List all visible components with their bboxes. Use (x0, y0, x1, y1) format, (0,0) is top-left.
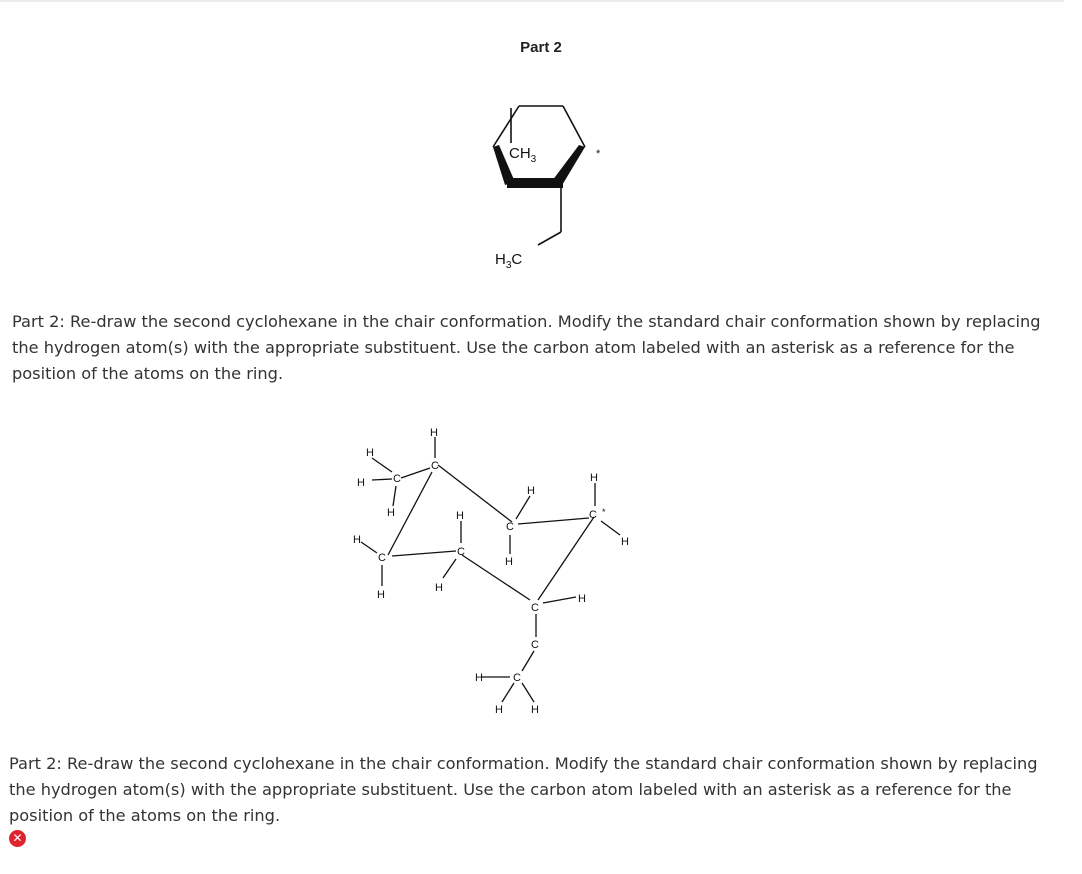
carbon-label: C (431, 460, 439, 472)
carbon-label: C (531, 602, 539, 614)
carbon-label: C (513, 672, 521, 684)
ch3-label: $CH_3$ (509, 145, 537, 165)
carbon-label: C (393, 473, 401, 485)
hydrogen-label: H (505, 556, 513, 568)
carbon-label: C (378, 552, 386, 564)
hydrogen-label: H (357, 477, 365, 489)
hydrogen-label: H (456, 510, 464, 522)
carbon-label: C (589, 509, 597, 521)
h3c-label: $H_3C$ (495, 251, 523, 271)
hydrogen-label: H (621, 536, 629, 548)
hydrogen-label: H (353, 534, 361, 546)
part-title: Part 2 (520, 39, 562, 56)
x-circle-icon: ✕ (9, 830, 26, 847)
instruction-text: Part 2: Re-draw the second cyclohexane in the chair conformation. Modify the standard chair conformation shown by replacing the hydrogen atom(s) with the appropriate substituent. Use the carbon atom labeled with an asterisk as a reference for the position of the atoms on the ring. (12, 312, 1041, 383)
carbon-label: C (506, 521, 514, 533)
hydrogen-label: H (475, 672, 483, 684)
hydrogen-label: H (578, 593, 586, 605)
hydrogen-label: H (430, 427, 438, 439)
hydrogen-label: H (495, 704, 503, 716)
hydrogen-label: H (377, 589, 385, 601)
hydrogen-label: H (387, 507, 395, 519)
carbon-label: C (531, 639, 539, 651)
instruction-text-repeat: Part 2: Re-draw the second cyclohexane in the chair conformation. Modify the standard chair conformation shown by replacing the hydrogen atom(s) with the appropriate substituent. Use the carbon atom labeled with an asterisk as a reference for the position of the atoms on the ring. (9, 754, 1038, 825)
hydrogen-label: H (435, 582, 443, 594)
hydrogen-label: H (527, 485, 535, 497)
carbon-label: C (457, 546, 465, 558)
hydrogen-label: H (531, 704, 539, 716)
hydrogen-label: H (590, 472, 598, 484)
hydrogen-label: H (366, 447, 374, 459)
asterisk-marker: * (596, 148, 601, 160)
asterisk-marker: * (602, 507, 606, 517)
